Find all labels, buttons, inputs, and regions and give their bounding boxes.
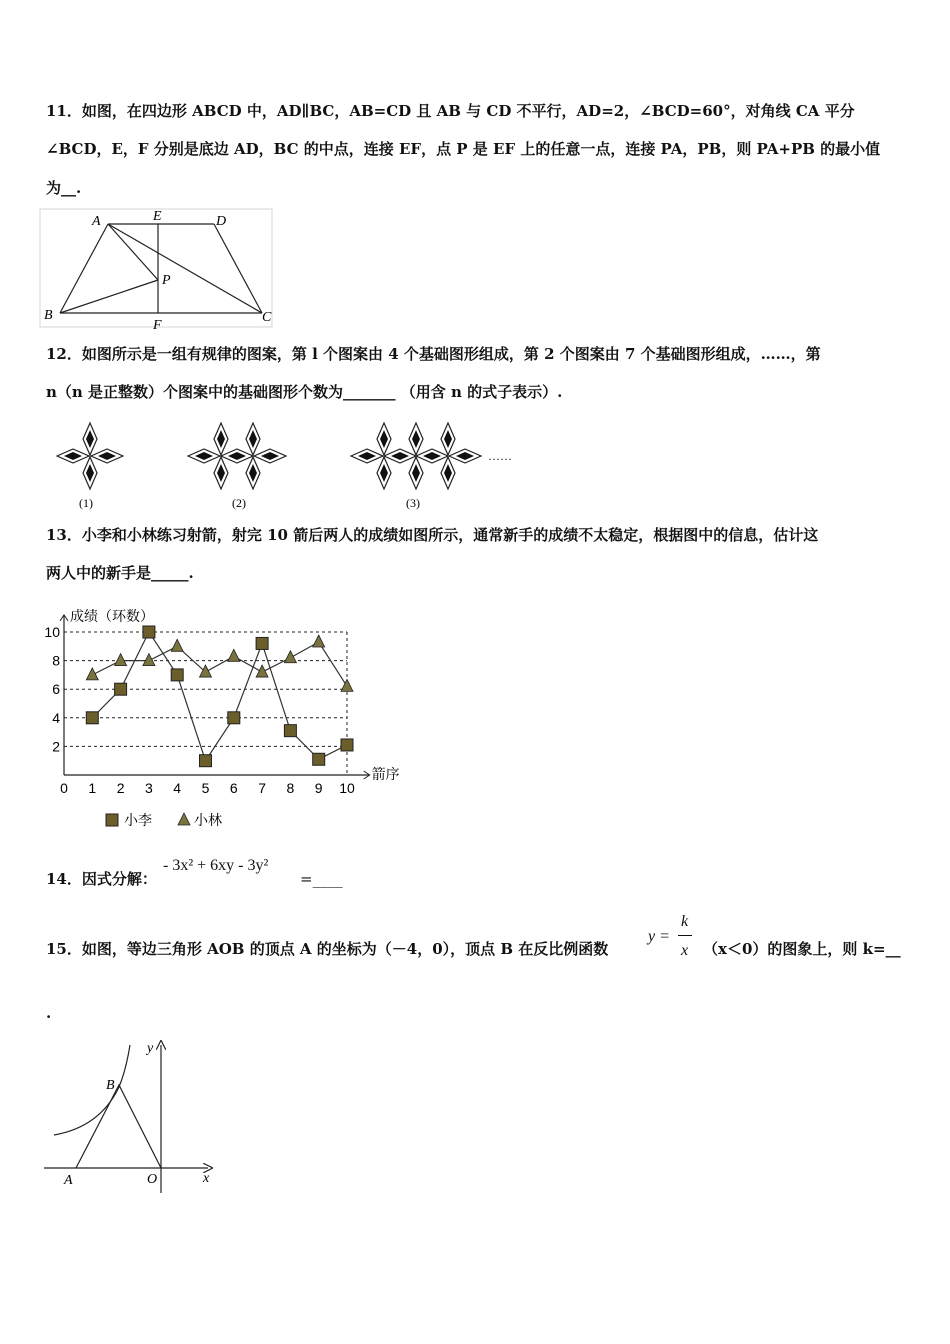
y-axis-label: 成绩（环数）: [70, 607, 154, 624]
label-F: F: [153, 318, 162, 333]
series-line-1: [92, 642, 347, 686]
marker-xiaolin-5: [200, 665, 212, 677]
x-tick-8: 8: [286, 780, 295, 796]
q11-line-3: 为__.: [46, 179, 82, 197]
x-tick-2: 2: [116, 780, 125, 796]
hyperbola-curve: [54, 1045, 130, 1135]
x-axis-label: 箭序: [371, 766, 400, 782]
pattern-3: [351, 423, 481, 489]
q15-fraction-bar: [678, 935, 692, 936]
legend-square: [106, 814, 118, 826]
x-tick-3: 3: [145, 780, 153, 796]
label-x: x: [203, 1171, 210, 1186]
q12-line-1: 12．如图所示是一组有规律的图案，第 l 个图案由 4 个基础图形组成，第 2 个图案由 7 个基础图形组成，……，第: [46, 345, 821, 363]
x-tick-6: 6: [229, 780, 238, 796]
marker-xiaoli-2: [115, 683, 127, 695]
x-tick-9: 9: [314, 780, 323, 796]
legend-label-xiaoli: 小李: [124, 812, 152, 828]
q12-pattern-figure: [46, 415, 526, 515]
q15-func-x: x: [681, 942, 689, 959]
marker-xiaolin-2: [115, 654, 127, 666]
q13-line-1: 13．小李和小林练习射箭，射完 10 箭后两人的成绩如图所示，通常新手的成绩不太稳定，根据图中的信息，估计这: [46, 526, 819, 544]
y-tick-8: 8: [52, 652, 60, 669]
marker-xiaolin-10: [341, 679, 353, 691]
score-line-chart: [30, 598, 420, 848]
label-y: y: [147, 1041, 154, 1056]
q11-line-1: 11．如图，在四边形 ABCD 中，AD∥BC，AB=CD 且 AB 与 CD 不平行，AD=2，∠BCD=60°，对角线 CA 平分: [46, 102, 855, 120]
q14-expression: - 3x² + 6xy - 3y²: [163, 857, 269, 874]
caption-1: (1): [79, 496, 93, 510]
label-B: B: [106, 1078, 115, 1093]
q15-coordinate-figure: [40, 1035, 220, 1200]
marker-xiaolin-4: [171, 639, 183, 651]
q14-prefix: 14．因式分解：: [46, 870, 157, 888]
marker-xiaolin-1: [86, 668, 98, 680]
marker-xiaolin-7: [256, 665, 268, 677]
x-tick-1: 1: [88, 780, 97, 796]
y-tick-4: 4: [52, 709, 60, 726]
series-line-0: [92, 632, 347, 761]
label-P: P: [162, 273, 171, 288]
label-B: B: [44, 308, 53, 323]
x-tick-5: 5: [201, 780, 210, 796]
y-tick-2: 2: [52, 738, 60, 755]
marker-xiaoli-9: [313, 753, 325, 765]
label-E: E: [153, 209, 162, 224]
label-D: D: [216, 214, 227, 229]
x-tick-7: 7: [258, 780, 266, 796]
pattern-1: [57, 423, 123, 489]
pattern-2: [188, 423, 286, 489]
label-C: C: [262, 310, 272, 325]
pattern-ellipsis: ……: [488, 449, 512, 463]
y-tick-6: 6: [52, 681, 60, 698]
q15-func-y: y =: [648, 928, 670, 945]
marker-xiaoli-10: [341, 739, 353, 751]
q15-line-2: .: [46, 1004, 52, 1022]
y-tick-10: 10: [44, 624, 60, 640]
legend-triangle: [178, 813, 190, 825]
q12-line-2: n（n 是正整数）个图案中的基础图形个数为_______ （用含 n 的式子表示）.: [46, 383, 563, 401]
q15-func-k: k: [681, 913, 689, 930]
marker-xiaoli-4: [171, 669, 183, 681]
x-tick-0: 0: [60, 780, 68, 796]
q13-line-2: 两人中的新手是_____.: [46, 564, 194, 582]
segment-PA: [108, 224, 158, 280]
label-O: O: [147, 1172, 158, 1187]
q11-line-2: ∠BCD，E，F 分别是底边 AD，BC 的中点，连接 EF，点 P 是 EF 上的任意一点，连接 PA，PB，则 PA+PB 的最小值: [46, 140, 881, 158]
diagonal-AC: [108, 224, 262, 313]
label-A: A: [64, 1173, 73, 1188]
label-A: A: [92, 214, 101, 229]
q15-line-1b: （x＜0）的图象上，则 k=__: [703, 940, 901, 958]
marker-xiaoli-8: [284, 725, 296, 737]
caption-3: (3): [406, 496, 420, 510]
marker-xiaoli-6: [228, 712, 240, 724]
x-tick-4: 4: [173, 780, 182, 796]
q14-answer-blank: =____: [300, 870, 343, 888]
marker-xiaoli-3: [143, 626, 155, 638]
marker-xiaolin-6: [228, 649, 240, 661]
x-tick-10: 10: [339, 780, 355, 796]
marker-xiaoli-1: [86, 712, 98, 724]
triangle-AOB: [76, 1085, 161, 1168]
marker-xiaoli-7: [256, 637, 268, 649]
q11-trapezoid-figure: [40, 205, 280, 335]
marker-xiaolin-9: [313, 635, 325, 647]
marker-xiaoli-5: [200, 755, 212, 767]
legend-label-xiaolin: 小林: [194, 812, 222, 828]
marker-xiaolin-8: [284, 651, 296, 663]
caption-2: (2): [232, 496, 246, 510]
marker-xiaolin-3: [143, 654, 155, 666]
q15-line-1a: 15．如图，等边三角形 AOB 的顶点 A 的坐标为（－4，0），顶点 B 在反比例函数: [46, 940, 609, 958]
